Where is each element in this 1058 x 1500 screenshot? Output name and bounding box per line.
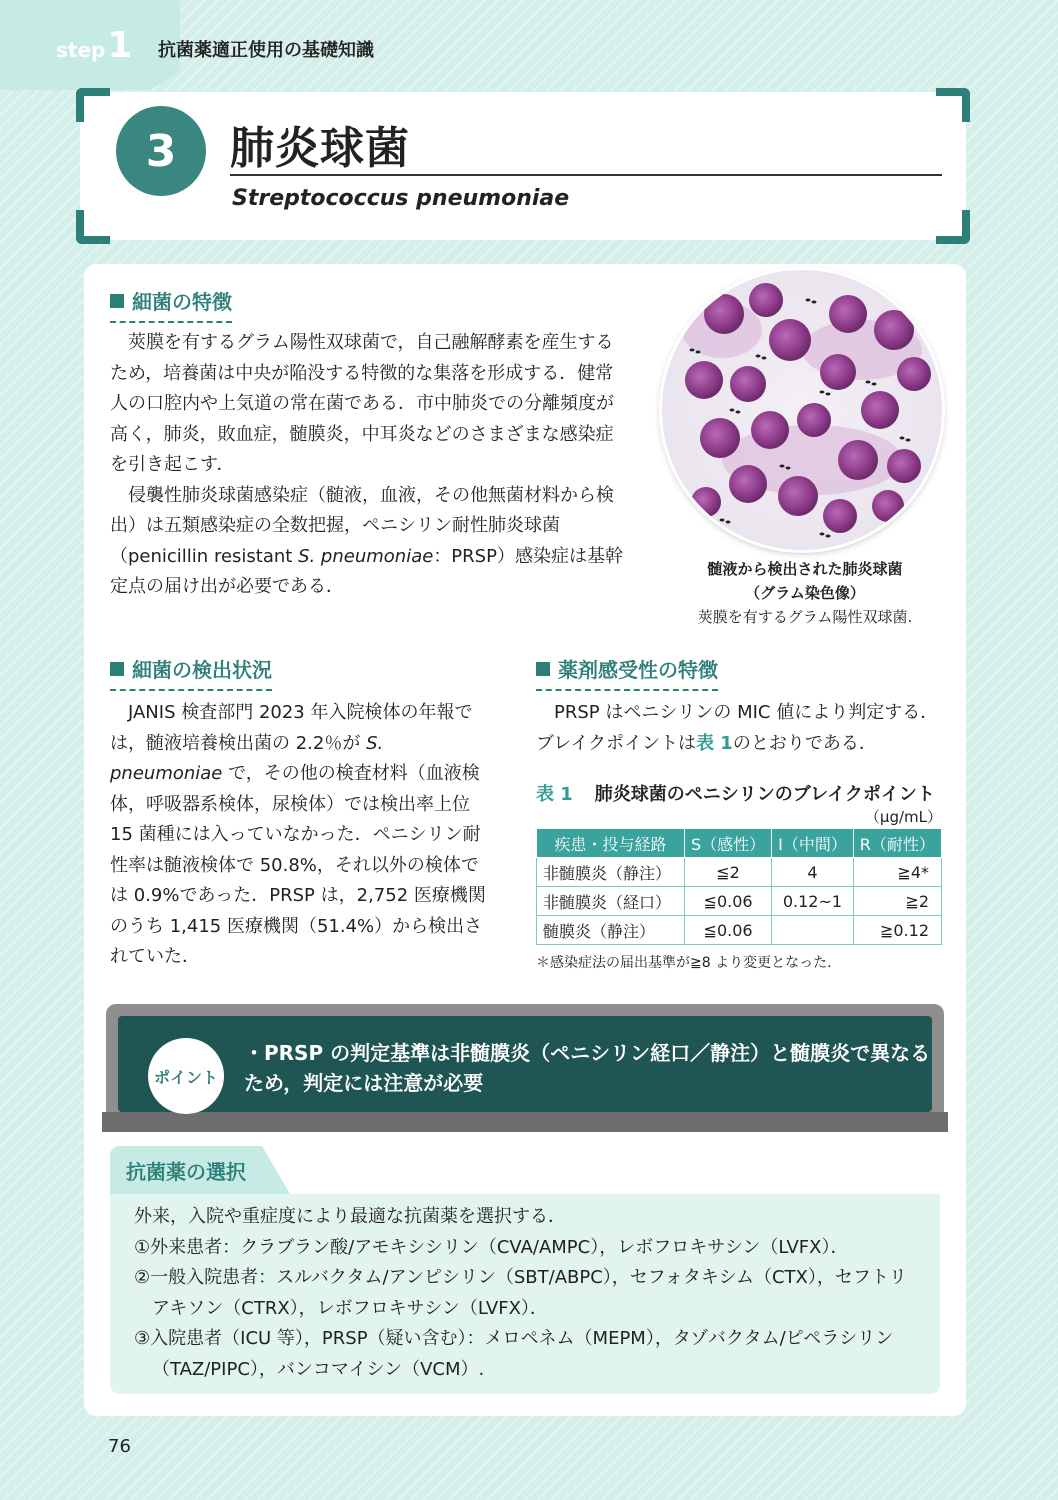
text-span: ：PRSP）感染症は基幹定点の届け出が必要である． — [110, 545, 623, 597]
text-span: PRSP はペニシリンの MIC 値により判定する．ブレイクポイントは — [536, 702, 939, 754]
table-header-row — [537, 829, 942, 858]
section-heading-susceptibility — [536, 654, 718, 691]
corner-bracket — [76, 88, 110, 122]
table-row — [537, 916, 942, 945]
text-span: JANIS 検査部門 2023 年入院検体の年報では，髄液培養検出菌の 2.2％が — [110, 702, 473, 754]
table-cell: 髄膜炎（静注） — [537, 916, 685, 945]
heading-text: 細菌の検出状況 — [132, 658, 272, 682]
text-span: で，その他の検査材料（血液検体，呼吸器系検体，尿検体）では検出率上位 15 菌種には入っていなかった．ペニシリン耐性率は髄液検体で 50.8%，それ以外の検体では 0.9%であった．PRSP は，2,752 医療機関のうち 1,415 医療機関（51.4%）から検出されていた． — [110, 763, 486, 967]
table-footnote: ＊感染症法の届出基準が≧8 より変更となった. — [536, 955, 832, 971]
antibiotics-heading: 抗菌薬の選択 — [126, 1160, 246, 1184]
species-name: S. pneumoniae — [110, 732, 384, 784]
table-cell: ≦0.06 — [684, 916, 771, 945]
table-cell: ≦2 — [684, 858, 771, 887]
antibiotics-text — [134, 1202, 924, 1385]
square-bullet-icon — [110, 294, 124, 308]
table-title-text: 肺炎球菌のペニシリンのブレイクポイント — [594, 784, 935, 805]
species-name: S. pneumoniae — [298, 545, 434, 567]
page-number: 76 — [108, 1436, 131, 1457]
detection-text — [110, 698, 496, 973]
table-header-cell: R（耐性） — [853, 829, 941, 858]
section-heading-features — [110, 286, 232, 323]
gram-stain-micrograph — [662, 270, 942, 550]
table-row — [537, 858, 942, 887]
breakpoint-table — [536, 828, 942, 945]
point-text: ・PRSP の判定基準は非髄膜炎（ペニシリン経口／静注）と髄膜炎で異なるため，判定には注意が必要 — [244, 1041, 931, 1095]
table-cell: ≧0.12 — [853, 916, 941, 945]
title-divider — [230, 174, 942, 176]
antibiotics-intro: 外来，入院や重症度により最適な抗菌薬を選択する． — [134, 1206, 566, 1227]
table-cell: ≧2 — [853, 887, 941, 916]
table-cell — [772, 916, 854, 945]
table-cell: ≧4* — [853, 858, 941, 887]
features-text — [110, 328, 626, 603]
corner-bracket — [936, 210, 970, 244]
table-header-cell: I（中間） — [772, 829, 854, 858]
detection-paragraph — [110, 698, 496, 973]
step-label — [56, 25, 133, 68]
point-badge: ポイント — [148, 1038, 224, 1114]
figure-caption-note: 莢膜を有するグラム陽性双球菌. — [697, 608, 913, 626]
corner-bracket — [76, 210, 110, 244]
section-heading-detection — [110, 654, 272, 691]
heading-text: 薬剤感受性の特徴 — [558, 658, 718, 682]
step-word: step — [56, 38, 106, 62]
text-span: 侵襲性肺炎球菌感染症（髄液，血液，その他無菌材料から検出）は五類感染症の全数把握，ペニシリン耐性肺炎球菌（penicillin resistant — [110, 484, 614, 567]
figure-caption-line2: （グラム染色像） — [745, 584, 865, 602]
section-title: 抗菌薬適正使用の基礎知識 — [158, 40, 374, 61]
point-board — [118, 1016, 932, 1112]
features-paragraph-1: 莢膜を有するグラム陽性双球菌で，自己融解酵素を産生するため，培養菌は中央が陥没する特徴的な集落を形成する．健常人の口腔内や上気道の常在菌である．市中肺炎での分離頻度が高く，肺炎，敗血症，髄膜炎，中耳炎などのさまざまな感染症を引き起こす． — [110, 332, 614, 475]
table-reference: 表 1 — [696, 732, 733, 754]
chapter-number-badge: 3 — [116, 106, 206, 196]
table-cell: 4 — [772, 858, 854, 887]
list-item: ②一般入院患者：スルバクタム/アンピシリン（SBT/ABPC），セフォタキシム（CTX），セフトリアキソン（CTRX），レボフロキサシン（LVFX）． — [134, 1267, 907, 1319]
table-unit: （μg/mL） — [864, 808, 942, 826]
table-cell: ≦0.06 — [684, 887, 771, 916]
point-box — [106, 1004, 944, 1128]
page-title: 肺炎球菌 — [230, 123, 410, 174]
step-number: 1 — [107, 25, 133, 66]
table-title — [536, 780, 935, 806]
list-item: ③入院患者（ICU 等），PRSP（疑い含む）：メロペネム（MEPM），タゾバクタム/ピペラシリン（TAZ/PIPC），バンコマイシン（VCM）. — [134, 1328, 894, 1380]
table-cell: 非髄膜炎（静注） — [537, 858, 685, 887]
susceptibility-text — [536, 698, 944, 759]
scientific-name: Streptococcus pneumoniae — [232, 186, 570, 211]
susceptibility-paragraph — [536, 698, 944, 759]
table-cell: 非髄膜炎（経口） — [537, 887, 685, 916]
square-bullet-icon — [536, 662, 550, 676]
square-bullet-icon — [110, 662, 124, 676]
list-item: ①外来患者：クラブラン酸/アモキシシリン（CVA/AMPC），レボフロキサシン（LVFX）． — [134, 1236, 849, 1258]
figure-caption-line1: 髄液から検出された肺炎球菌 — [707, 560, 903, 578]
table-row — [537, 887, 942, 916]
chapter-title-box — [80, 92, 966, 240]
micrograph-image — [662, 270, 942, 550]
table-label: 表 1 — [536, 784, 573, 805]
table-header-cell: 疾患・投与経路 — [537, 829, 685, 858]
board-ledge — [102, 1112, 948, 1132]
table-cell: 0.12~1 — [772, 887, 854, 916]
table-header-cell: S（感性） — [684, 829, 771, 858]
text-span: のとおりである． — [732, 732, 877, 754]
heading-text: 細菌の特徴 — [132, 290, 232, 314]
features-paragraph-2 — [110, 481, 626, 603]
corner-bracket — [936, 88, 970, 122]
